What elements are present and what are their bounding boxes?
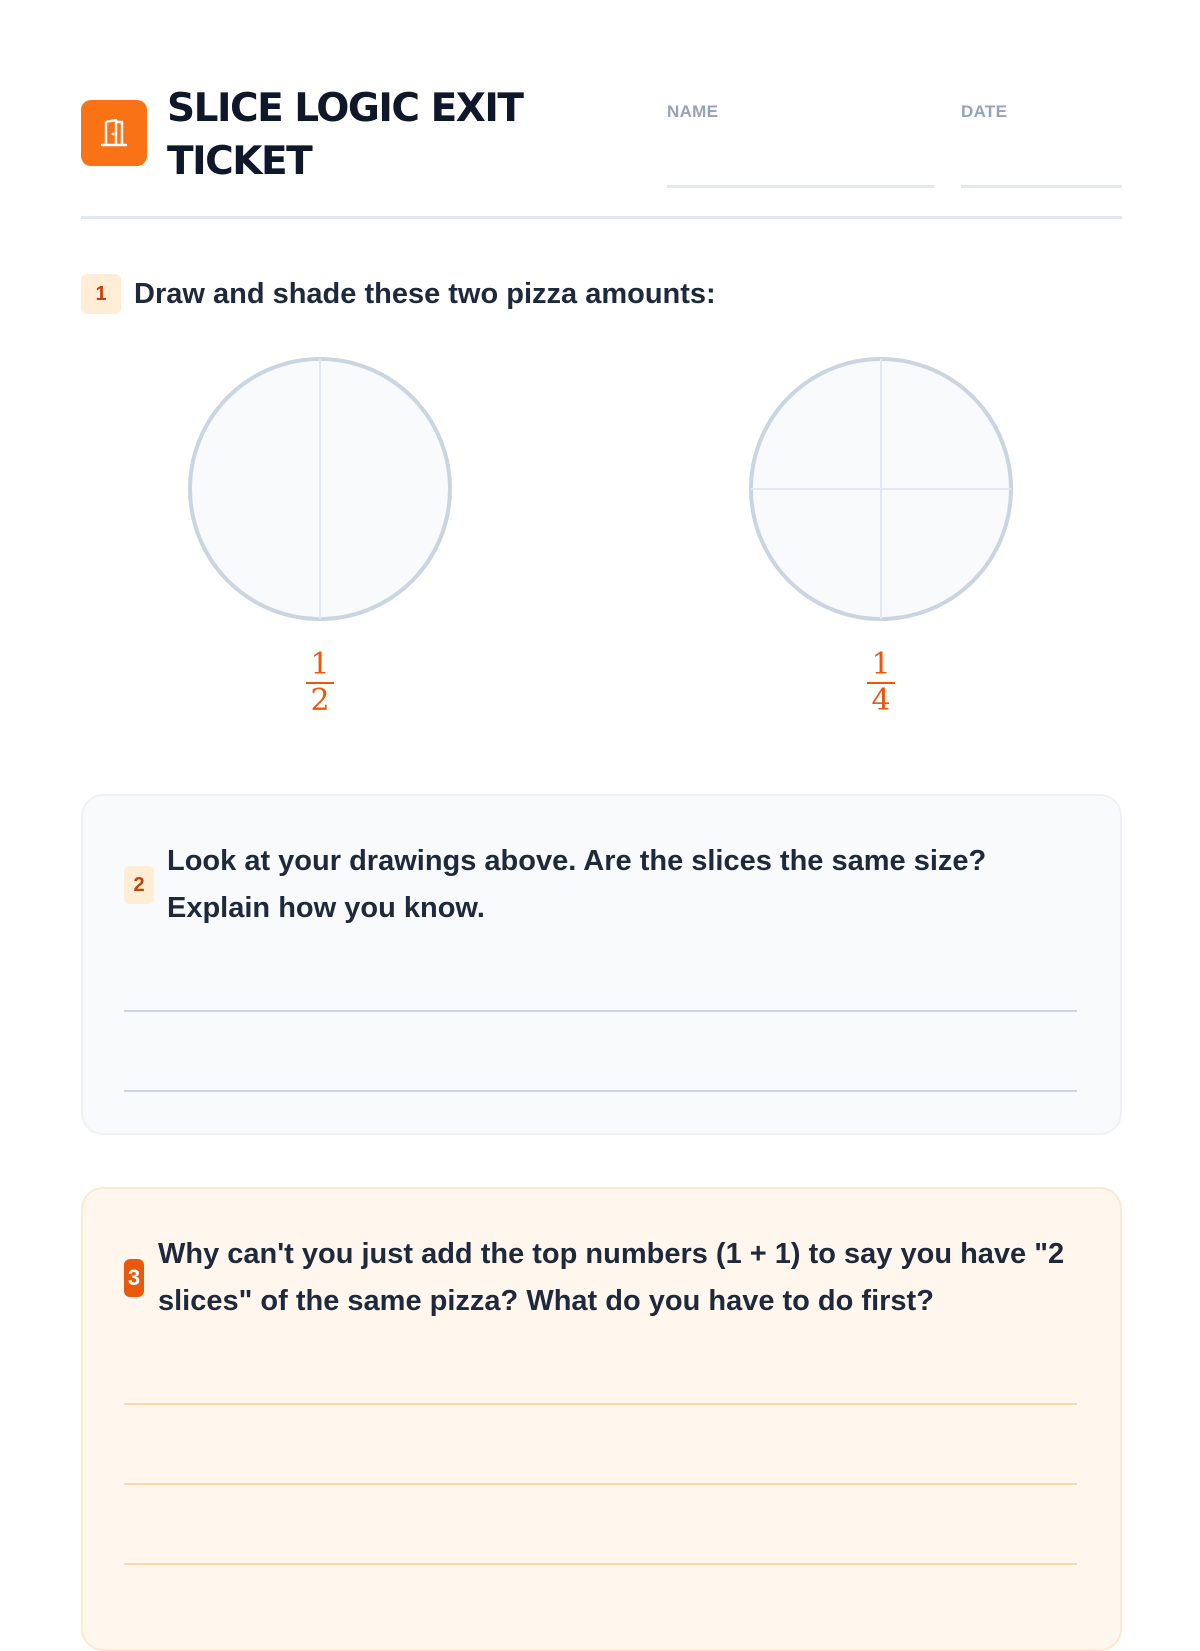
question-3-answer-line[interactable]: [124, 1403, 1077, 1405]
question-2-number: 2: [124, 866, 154, 904]
question-3-answer-line[interactable]: [124, 1563, 1077, 1565]
question-1-text: Draw and shade these two pizza amounts:: [134, 278, 716, 310]
name-field[interactable]: [667, 102, 718, 122]
fraction-half-denominator: 2: [310, 683, 330, 718]
question-3-number: 3: [124, 1259, 144, 1297]
name-label: NAME: [667, 102, 719, 121]
fraction-quarter-denominator: 4: [871, 683, 891, 718]
question-3-text: Why can't you just add the top numbers (1 + 1) to say you have "2 slices" of the same pizza? What do you have to do first?: [158, 1238, 1065, 1317]
page-title: SLICE LOGIC EXIT TICKET: [167, 86, 523, 184]
question-1-number: 1: [81, 274, 121, 314]
name-line[interactable]: [667, 185, 934, 188]
door-exit-icon: [96, 115, 132, 151]
fraction-quarter: [861, 648, 901, 718]
pizza-quarter[interactable]: [747, 355, 1015, 623]
date-line[interactable]: [961, 185, 1122, 188]
fraction-quarter-numerator: 1: [871, 647, 891, 682]
pizza-half[interactable]: [186, 355, 454, 623]
worksheet-header: [81, 80, 1122, 219]
fraction-half: [300, 648, 340, 718]
question-2-answer-line[interactable]: [124, 1010, 1077, 1012]
logo-badge: [81, 100, 147, 166]
question-2-answer-line[interactable]: [124, 1090, 1077, 1092]
date-label: DATE: [961, 102, 1008, 121]
question-2-text: Look at your drawings above. Are the slices the same size? Explain how you know.: [167, 845, 987, 924]
pizza-half-drawing[interactable]: [186, 355, 454, 623]
question-3-card: [81, 1187, 1122, 1651]
fraction-half-numerator: 1: [310, 647, 330, 682]
pizza-quarter-drawing[interactable]: [747, 355, 1015, 623]
date-field[interactable]: [961, 102, 1007, 122]
question-2-card: [81, 794, 1122, 1135]
question-3-answer-line[interactable]: [124, 1483, 1077, 1485]
